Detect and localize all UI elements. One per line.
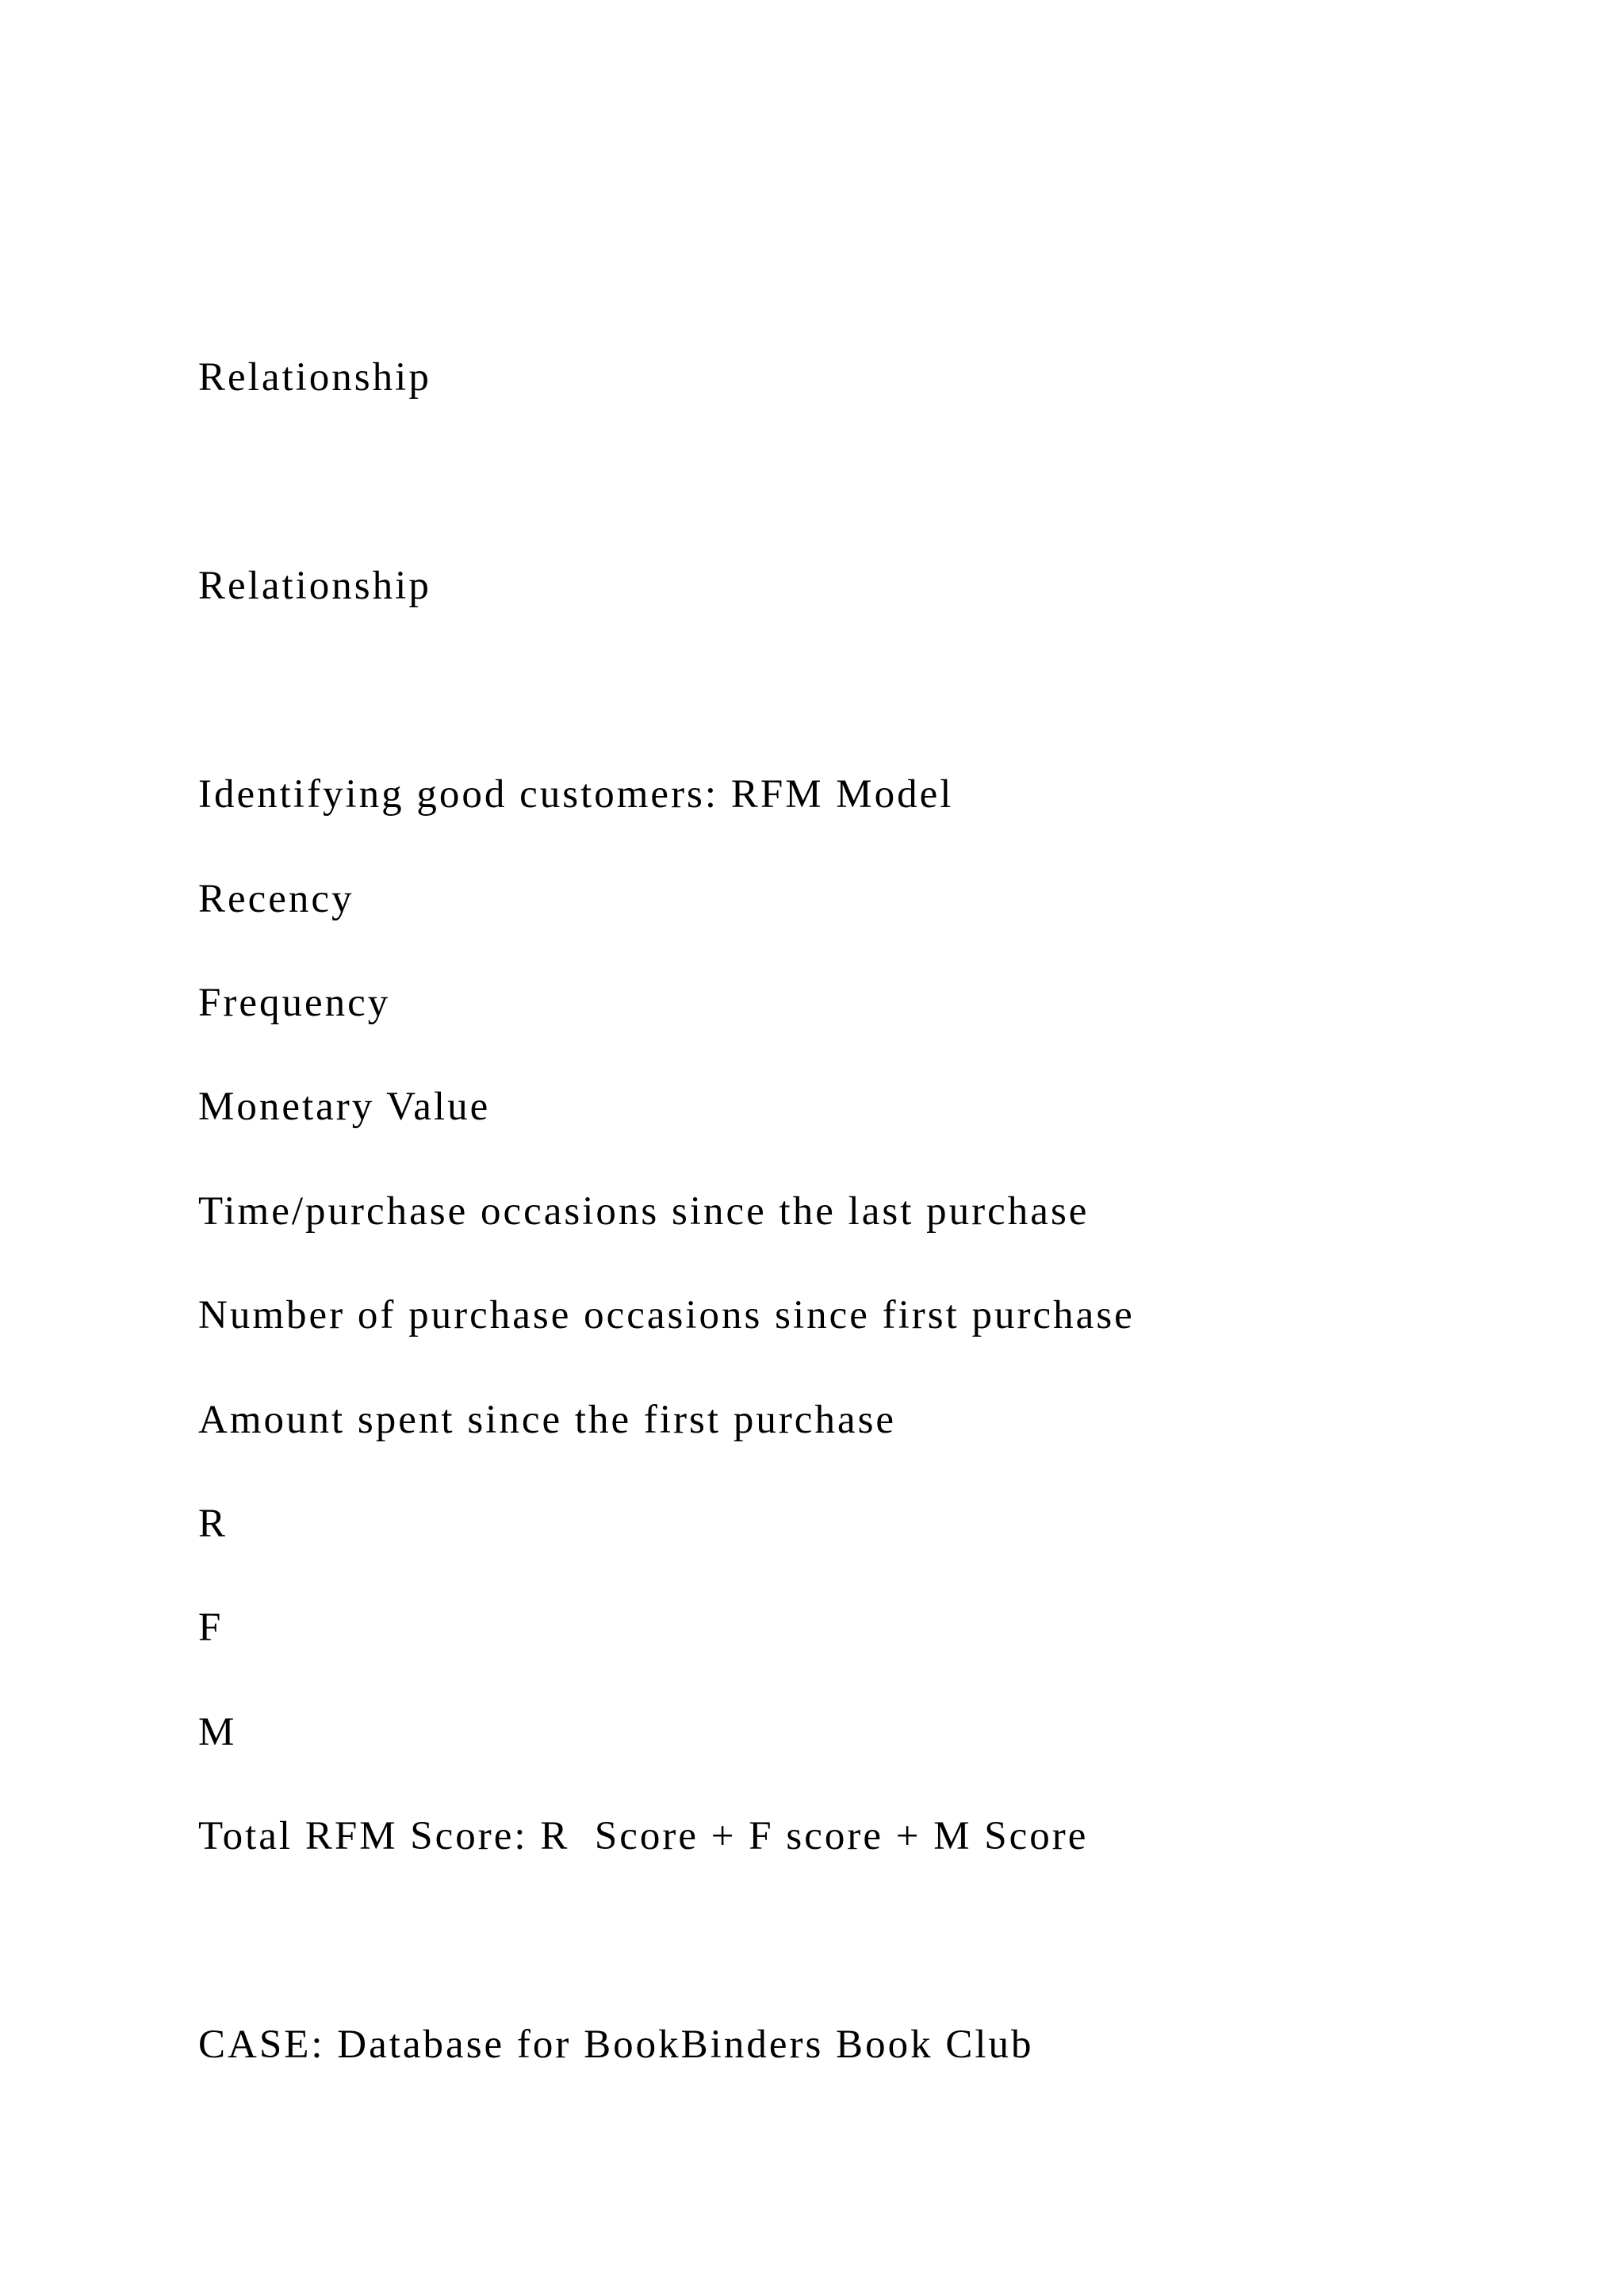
letter-m: M (198, 1710, 237, 1755)
definition-monetary: Amount spent since the first purchase (198, 1398, 897, 1442)
heading-relationship-1: Relationship (198, 355, 431, 400)
term-recency: Recency (198, 877, 354, 921)
total-rfm-score: Total RFM Score: R Score + F score + M Score (198, 1814, 1089, 1858)
term-monetary-value: Monetary Value (198, 1085, 491, 1129)
letter-r: R (198, 1502, 228, 1546)
rfm-model-title: Identifying good customers: RFM Model (198, 772, 954, 817)
term-frequency: Frequency (198, 981, 391, 1025)
definition-recency: Time/purchase occasions since the last purchase (198, 1189, 1090, 1234)
definition-frequency: Number of purchase occasions since first purchase (198, 1293, 1135, 1337)
case-title: CASE: Database for BookBinders Book Club (198, 2022, 1034, 2067)
heading-relationship-2: Relationship (198, 564, 431, 608)
letter-f: F (198, 1605, 224, 1650)
